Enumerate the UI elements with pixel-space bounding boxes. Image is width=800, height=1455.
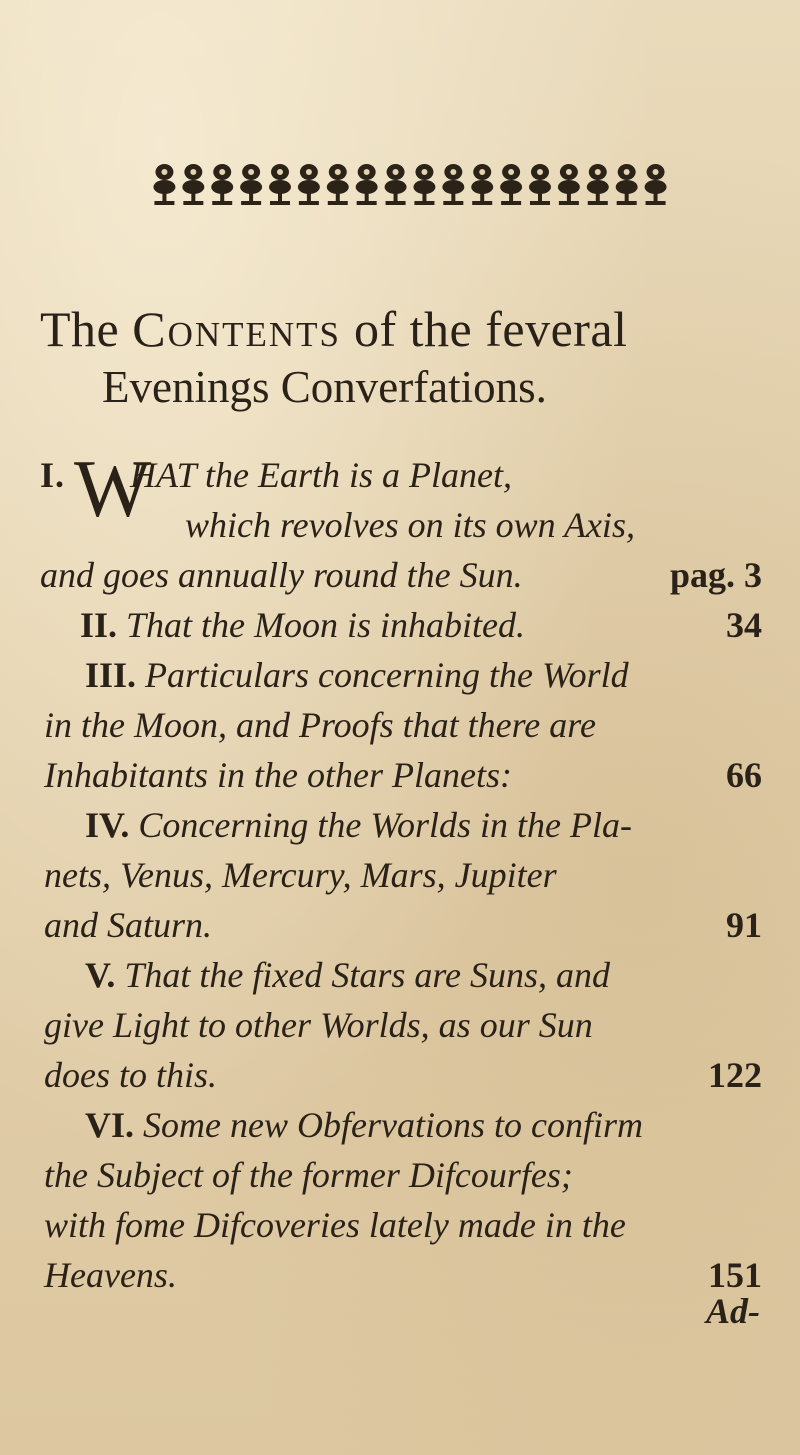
fleuron-icon [385,164,407,205]
entry-6-text-1: Some new Obfervations to confirm [143,1105,643,1145]
fleuron-icon [182,164,204,205]
entry-1-text-2: which revolves on its own Axis, [185,505,635,545]
entry-2-line-1 [40,600,780,650]
contents-title [40,300,780,358]
entry-1-dropcap: W [74,443,152,534]
entry-4-page: 91 [726,905,762,945]
entry-4-text-1: Concerning the Worlds in the Pla- [138,805,633,845]
fleuron-icon [211,164,233,205]
fleuron-icon [240,164,262,205]
entry-3-line-1 [40,650,780,700]
entry-4-line-1 [40,800,780,850]
entry-4-text-2: nets, Venus, Mercury, Mars, Jupiter [44,855,557,895]
entry-5-text-2: give Light to other Worlds, as our Sun [44,1005,593,1045]
entry-1-text-3: and goes annually round the Sun. [40,555,523,595]
fleuron-icon [327,164,349,205]
entry-3-numeral: III. [85,655,137,695]
fleuron-icon [500,164,522,205]
fleuron-icon [269,164,291,205]
entry-1-page: pag. 3 [669,555,762,595]
entry-4-text-3: and Saturn. [44,905,213,945]
entry-3-text-3: Inhabitants in the other Planets: [44,755,512,795]
entry-3-text-2: in the Moon, and Proofs that there are [44,705,596,745]
entry-6-page: 151 [708,1255,762,1295]
fleuron-icon [298,164,320,205]
fleuron-icon [153,164,175,205]
entry-2-numeral: II. [80,605,118,645]
entry-4-line-3 [40,900,780,950]
entry-3-line-3 [40,750,780,800]
catchword: Ad- [706,1291,760,1331]
entry-4-numeral: IV. [85,805,130,845]
contents-list [40,443,780,1300]
fleuron-icon [471,164,493,205]
entry-6-line-3 [40,1200,780,1250]
entry-1-text-1: HAT the Earth is a Planet, [130,455,513,495]
entry-1-line-2 [40,500,780,550]
entry-6-text-4: Heavens. [44,1255,177,1295]
entry-6-text-2: the Subject of the former Difcourfes; [44,1155,573,1195]
entry-1-line-3 [40,550,780,600]
fleuron-ornament-band [150,160,670,208]
title-tail: of the feveral [354,301,628,357]
entry-6-text-3: with fome Difcoveries lately made in the [44,1205,626,1245]
fleuron-icon [616,164,638,205]
entry-5-text-3: does to this. [44,1055,218,1095]
entry-5-line-1 [40,950,780,1000]
entry-6-numeral: VI. [85,1105,135,1145]
fleuron-icon [356,164,378,205]
fleuron-icon [558,164,580,205]
entry-6-line-1 [40,1100,780,1150]
fleuron-icon [442,164,464,205]
contents-subtitle: Evenings Converfations. [102,362,547,412]
entry-5-line-3 [40,1050,780,1100]
entry-1-numeral: I. [40,455,66,495]
entry-5-line-2 [40,1000,780,1050]
entry-5-text-1: That the fixed Stars are Suns, and [124,955,611,995]
entry-6-line-4 [40,1250,780,1300]
entry-5-page: 122 [708,1055,762,1095]
entry-2-text-1: That the Moon is inhabited. [126,605,526,645]
entry-5-numeral: V. [85,955,116,995]
title-lead: The [40,301,120,357]
entry-6-line-2 [40,1150,780,1200]
entry-3-line-2 [40,700,780,750]
entry-4-line-2 [40,850,780,900]
title-caps: Contents [132,301,342,357]
fleuron-icon [645,164,667,205]
fleuron-icon [529,164,551,205]
fleuron-icon [587,164,609,205]
entry-2-page: 34 [726,605,762,645]
entry-3-page: 66 [726,755,762,795]
entry-3-text-1: Particulars concerning the World [145,655,629,695]
fleuron-icon [413,164,435,205]
